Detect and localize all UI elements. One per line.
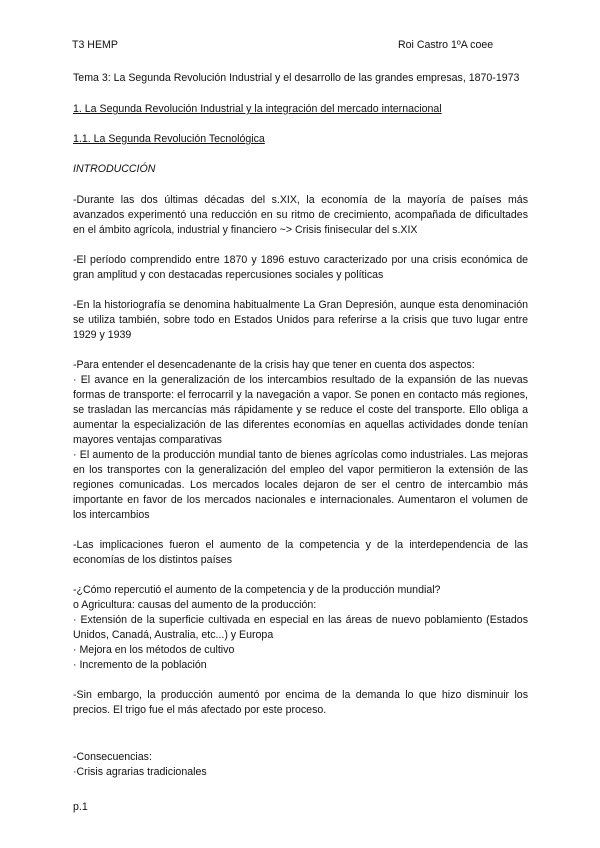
paragraph: -Para entender el desencadenante de la crisis hay que tener en cuenta dos aspectos: — [73, 359, 475, 371]
subsection-heading: 1.1. La Segunda Revolución Tecnológica — [73, 133, 265, 145]
header-course: T3 HEMP — [72, 39, 118, 51]
document-body — [73, 71, 528, 780]
paragraph: -Las implicaciones fueron el aumento de la competencia y de la interdependencia de las economías de los distintos países — [73, 539, 528, 566]
bullet-item: · Mejora en los métodos de cultivo — [73, 644, 235, 656]
section-heading: 1. La Segunda Revolución Industrial y la integración del mercado internacional — [73, 103, 442, 115]
bullet-item: · Incremento de la población — [73, 659, 207, 671]
bullet-item: ·Crisis agrarias tradicionales — [73, 766, 207, 778]
paragraph: -Consecuencias: — [73, 751, 152, 763]
paragraph: -En la historiografía se denomina habitualmente La Gran Depresión, aunque esta denominación se utiliza también, sobre todo en Estados Unidos para referirse a la crisis que tuvo lugar entre 1929 y 1939 — [73, 299, 528, 341]
list-item: o Agricultura: causas del aumento de la producción: — [73, 599, 317, 611]
paragraph: -Durante las dos últimas décadas del s.XIX, la economía de la mayoría de países más avanzados experimentó una reducción en su ritmo de crecimiento, acompañada de dificultades en el ámbito agrícola, industrial y financiero ~> Crisis finisecular del s.XIX — [73, 194, 528, 236]
paragraph: -El período comprendido entre 1870 y 1896 estuvo caracterizado por una crisis económica de gran amplitud y con destacadas repercusiones sociales y políticas — [73, 254, 528, 281]
header-author: Roi Castro 1ºA coee — [398, 39, 494, 51]
document-title: Tema 3: La Segunda Revolución Industrial y el desarrollo de las grandes empresas, 1870-1973 — [73, 72, 520, 84]
paragraph: -Sin embargo, la producción aumentó por encima de la demanda lo que hizo disminuir los precios. El trigo fue el más afectado por este proceso. — [73, 689, 528, 716]
paragraph: -¿Cómo repercutió el aumento de la competencia y de la producción mundial? — [73, 584, 441, 596]
bullet-item: · El avance en la generalización de los intercambios resultado de la expansión de las nuevas formas de transporte: el ferrocarril y la navegación a vapor. Se ponen en contacto más regiones, se trasladan las mercancías más rápidamente y se reduce el coste del transporte. Ello obliga a aumentar la especialización de las diferentes economías en aquellas actividades donde tenían mayores ventajas comparativas — [73, 374, 528, 446]
intro-heading: INTRODUCCIÓN — [73, 163, 156, 175]
bullet-item: · Extensión de la superficie cultivada en especial en las áreas de nuevo poblamiento (Estados Unidos, Canadá, Australia, etc...) y Europa — [73, 614, 528, 641]
page-number: p.1 — [73, 801, 88, 813]
bullet-item: · El aumento de la producción mundial tanto de bienes agrícolas como industriales. Las mejoras en los transportes con la generalización del empleo del vapor permitieron la extensión de las regiones comunicadas. Los mercados locales dejaron de ser el centro de intercambio más importante en favor de los mercados nacionales e internacionales. Aumentaron el volumen de los intercambios — [73, 449, 528, 521]
